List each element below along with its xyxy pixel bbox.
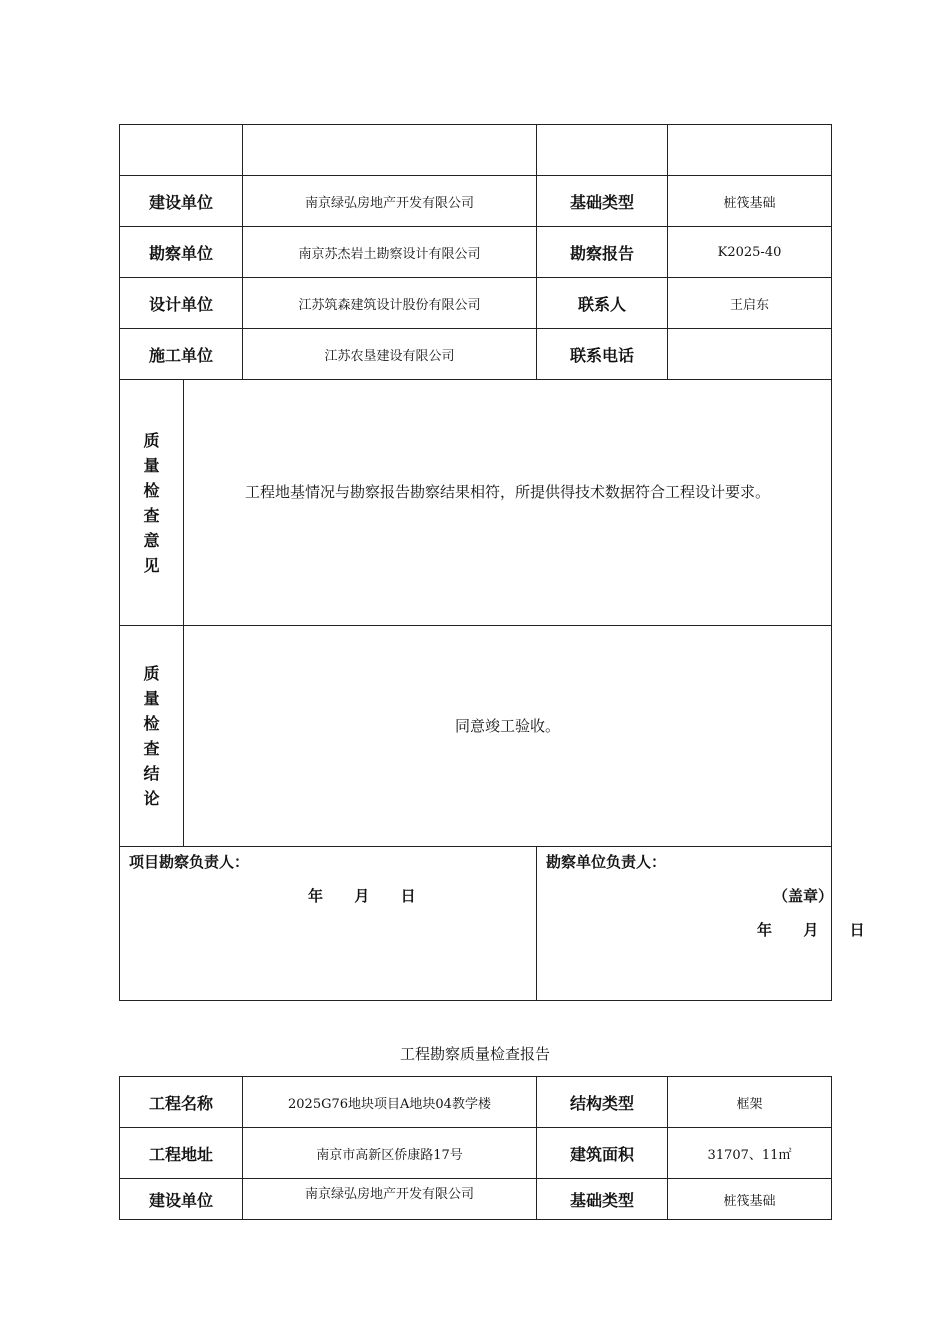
signature-left-date: 年 月 日 [308, 887, 416, 905]
row-value: 桩筏基础 [668, 1179, 832, 1220]
row-value: 2025G76地块项目A地块04教学楼 [243, 1077, 537, 1128]
signature-right-date: 年 月 日 [757, 921, 865, 939]
row-label: 建筑面积 [537, 1128, 668, 1179]
row-label: 设计单位 [120, 278, 243, 329]
row-label: 建设单位 [120, 176, 243, 227]
project-survey-lead-label: 项目勘察负责人： [129, 853, 250, 871]
opinion-row [120, 380, 832, 626]
row-label: 施工单位 [120, 329, 243, 380]
report-title: 工程勘察质量检查报告 [399, 1045, 550, 1063]
opinion-label: 质 量 检 查 意 见 [120, 380, 184, 626]
row-value: 南京市高新区侨康路17号 [243, 1128, 537, 1179]
row-label: 勘察单位 [120, 227, 243, 278]
seal-label: （盖章） [773, 887, 834, 905]
row-label: 建设单位 [120, 1179, 243, 1220]
row-label: 基础类型 [537, 1179, 668, 1220]
table-row [120, 1077, 832, 1128]
survey-unit-lead-label: 勘察单位负责人： [546, 853, 667, 871]
row-value: 南京绿弘房地产开发有限公司 [243, 1179, 537, 1220]
signature-left-cell [120, 847, 537, 1001]
conclusion-label: 质 量 检 查 结 论 [120, 626, 184, 847]
table-row [120, 176, 832, 227]
table-row [120, 1128, 832, 1179]
row-label: 联系人 [537, 278, 668, 329]
row-value: 南京绿弘房地产开发有限公司 [243, 176, 537, 227]
table-row [120, 278, 832, 329]
row-value [243, 125, 537, 176]
row-value: 南京苏杰岩土勘察设计有限公司 [243, 227, 537, 278]
table-row [120, 227, 832, 278]
row-value: 桩筏基础 [668, 176, 832, 227]
signature-row [120, 847, 832, 1001]
inspection-table-bottom [119, 1076, 832, 1220]
row-label [120, 125, 243, 176]
row-label: 基础类型 [537, 176, 668, 227]
row-value: 王启东 [668, 278, 832, 329]
row-label: 工程名称 [120, 1077, 243, 1128]
conclusion-row [120, 626, 832, 847]
inspection-table-top [119, 124, 865, 1001]
row-value: 江苏农垦建设有限公司 [243, 329, 537, 380]
row-label: 工程地址 [120, 1128, 243, 1179]
conclusion-text: 同意竣工验收。 [184, 626, 832, 847]
row-label: 结构类型 [537, 1077, 668, 1128]
signature-right-cell [537, 847, 865, 1001]
row-value: K2025-40 [668, 227, 832, 278]
table-row [120, 1179, 832, 1220]
row-label: 勘察报告 [537, 227, 668, 278]
table-row [120, 329, 832, 380]
opinion-text: 工程地基情况与勘察报告勘察结果相符，所提供得技术数据符合工程设计要求。 [184, 380, 832, 626]
table-row [120, 125, 832, 176]
row-value [668, 329, 832, 380]
row-label: 联系电话 [537, 329, 668, 380]
row-value: 31707、11㎡ [668, 1128, 832, 1179]
row-value: 框架 [668, 1077, 832, 1128]
row-value [668, 125, 832, 176]
row-label [537, 125, 668, 176]
row-value: 江苏筑森建筑设计股份有限公司 [243, 278, 537, 329]
